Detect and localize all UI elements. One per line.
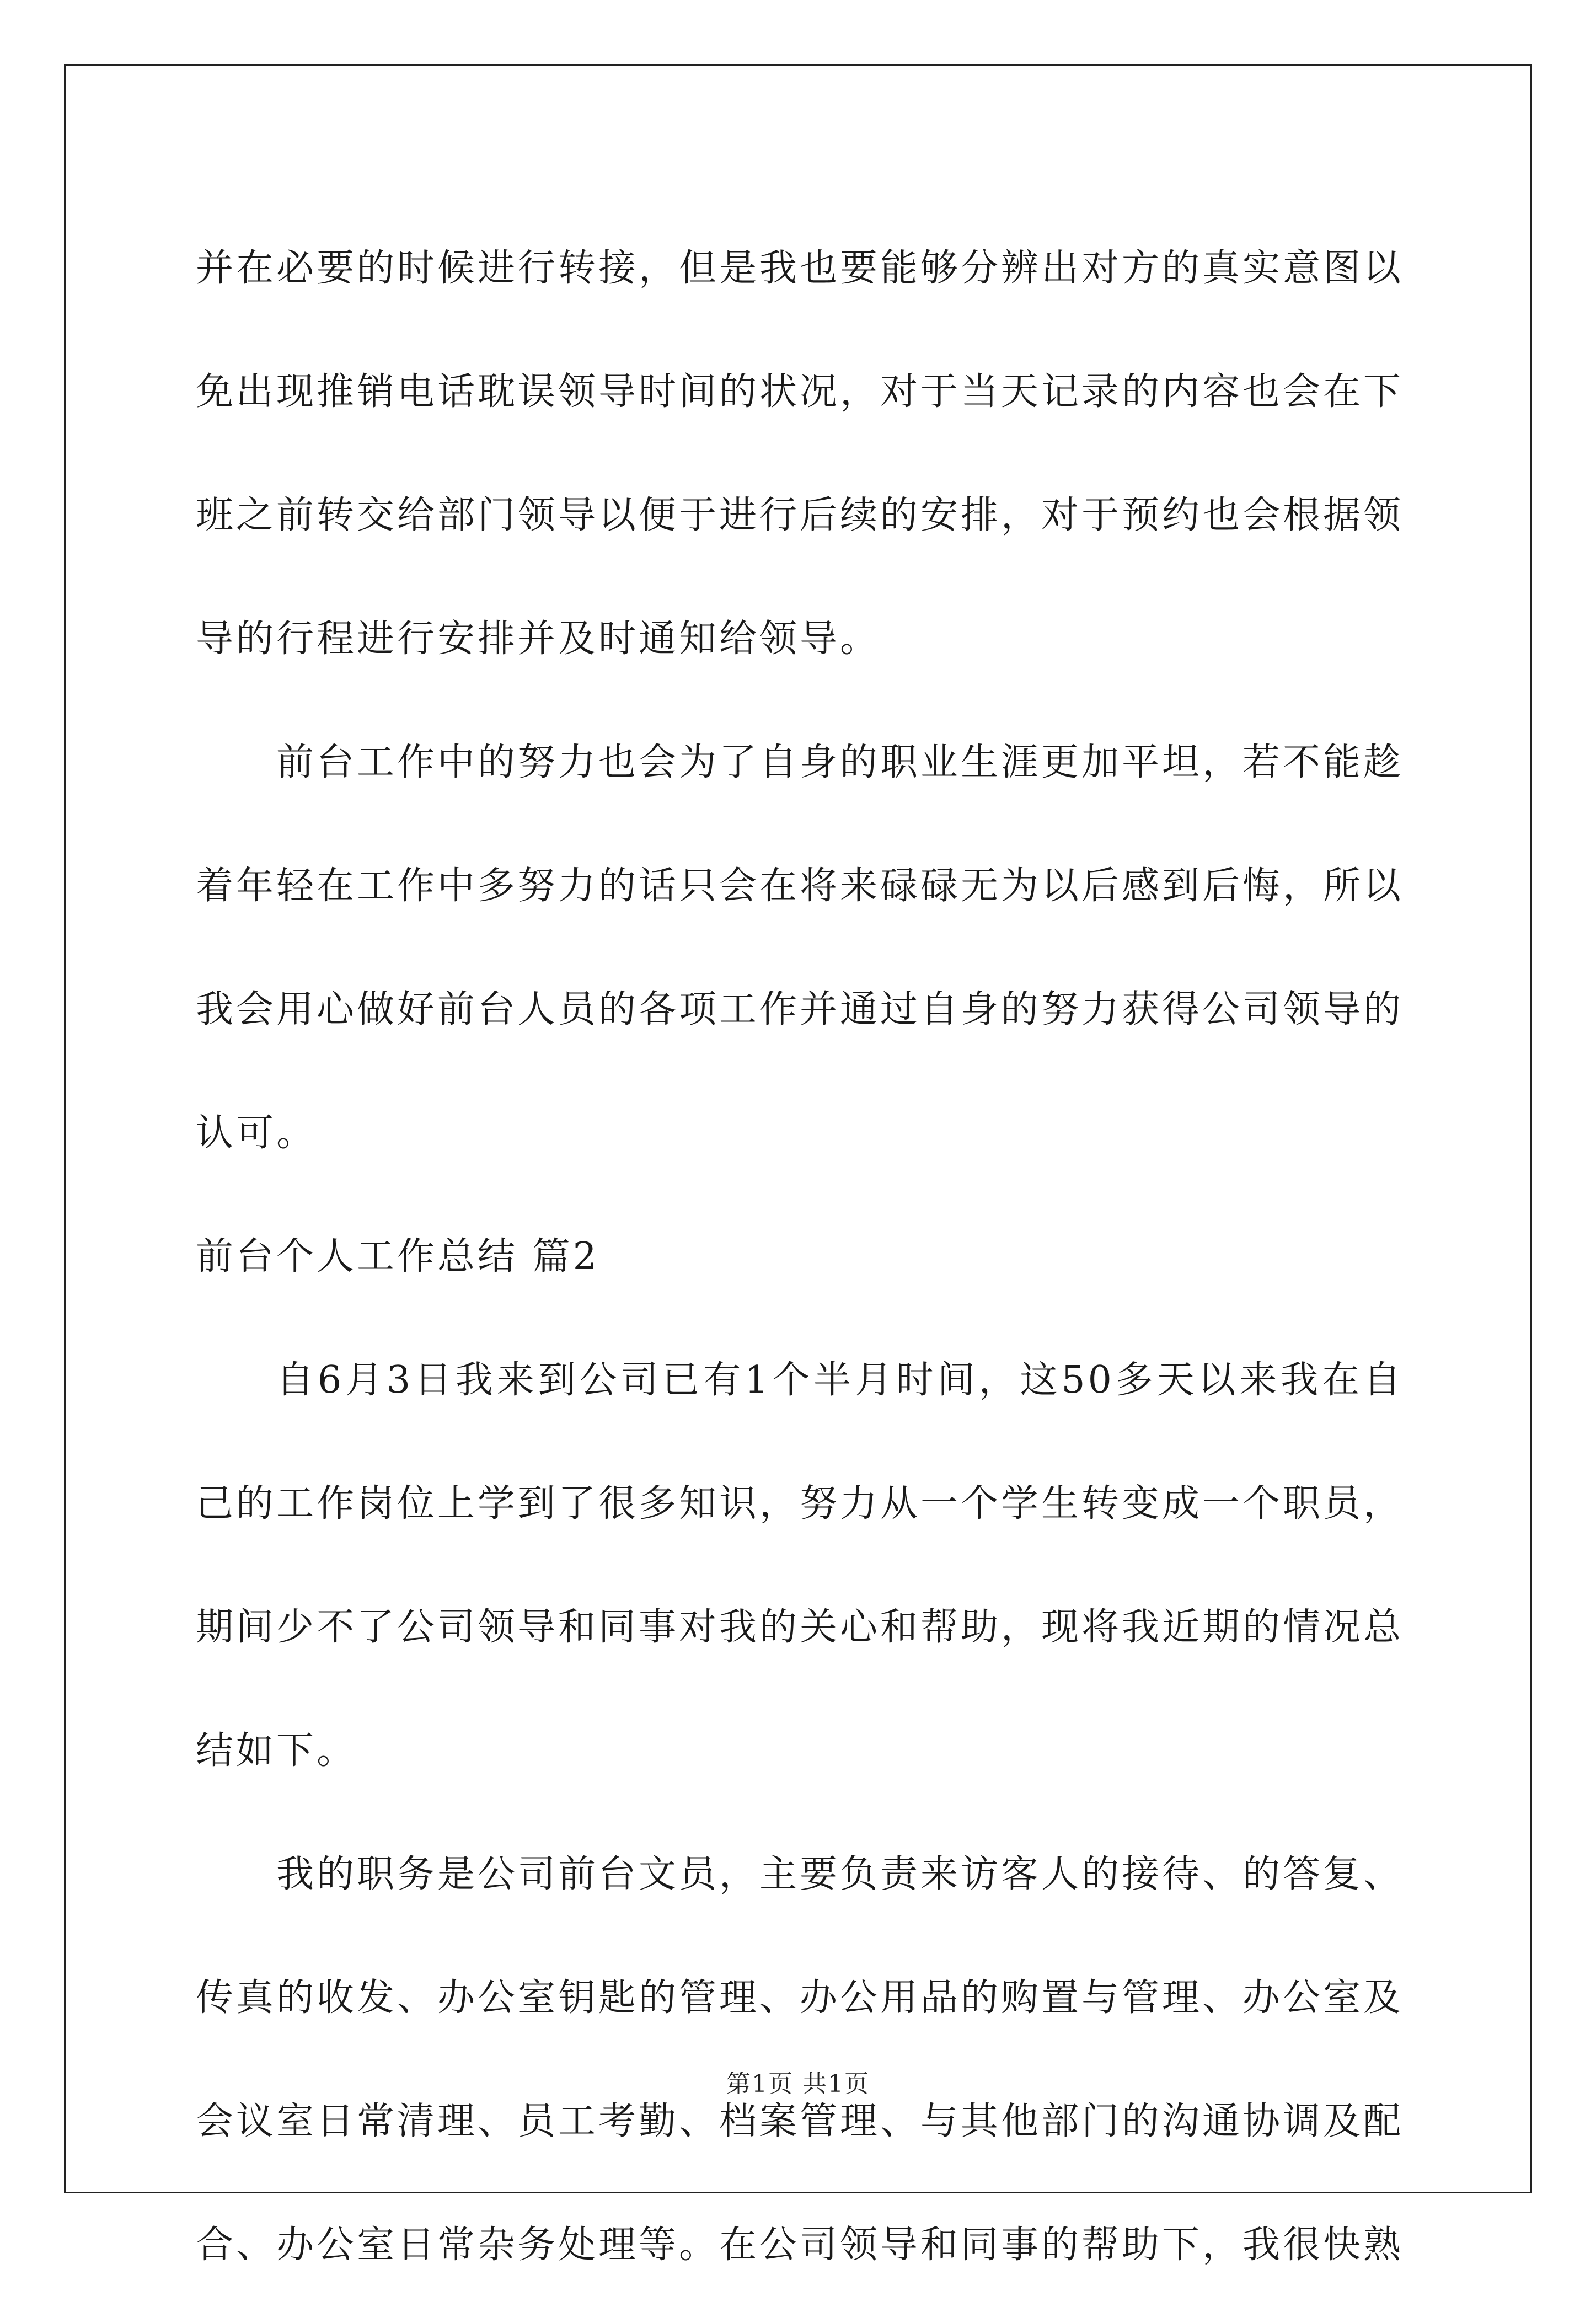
paragraph: 自6月3日我来到公司已有1个半月时间，这50多天以来我在自己的工作岗位上学到了很多知识，努力从一个学生转变成一个职员，期间少不了公司领导和同事对我的关心和帮助，现将我近期的情况总结如下。 bbox=[196, 1358, 1404, 1773]
page-number-footer: 第1页 共1页 bbox=[726, 2070, 870, 2098]
document-body bbox=[196, 207, 1404, 2307]
paragraph: 我的职务是公司前台文员，主要负责来访客人的接待、的答复、传真的收发、办公室钥匙的管理、办公用品的购置与管理、办公室及会议室日常清理、员工考勤、档案管理、与其他部门的沟通协调及配合、办公室日常杂务处理等。在公司领导和同事的帮助下，我很快熟 bbox=[196, 1853, 1404, 2267]
paragraph: 前台工作中的努力也会为了自身的职业生涯更加平坦，若不能趁着年轻在工作中多努力的话只会在将来碌碌无为以后感到后悔，所以我会用心做好前台人员的各项工作并通过自身的努力获得公司领导的认可。 bbox=[196, 741, 1404, 1155]
paragraph-continued: 并在必要的时候进行转接，但是我也要能够分辨出对方的真实意图以免出现推销电话耽误领导时间的状况，对于当天记录的内容也会在下班之前转交给部门领导以便于进行后续的安排，对于预约也会根据领导的行程进行安排并及时通知给领导。 bbox=[196, 247, 1404, 661]
section-heading: 前台个人工作总结 篇2 bbox=[196, 1235, 599, 1278]
